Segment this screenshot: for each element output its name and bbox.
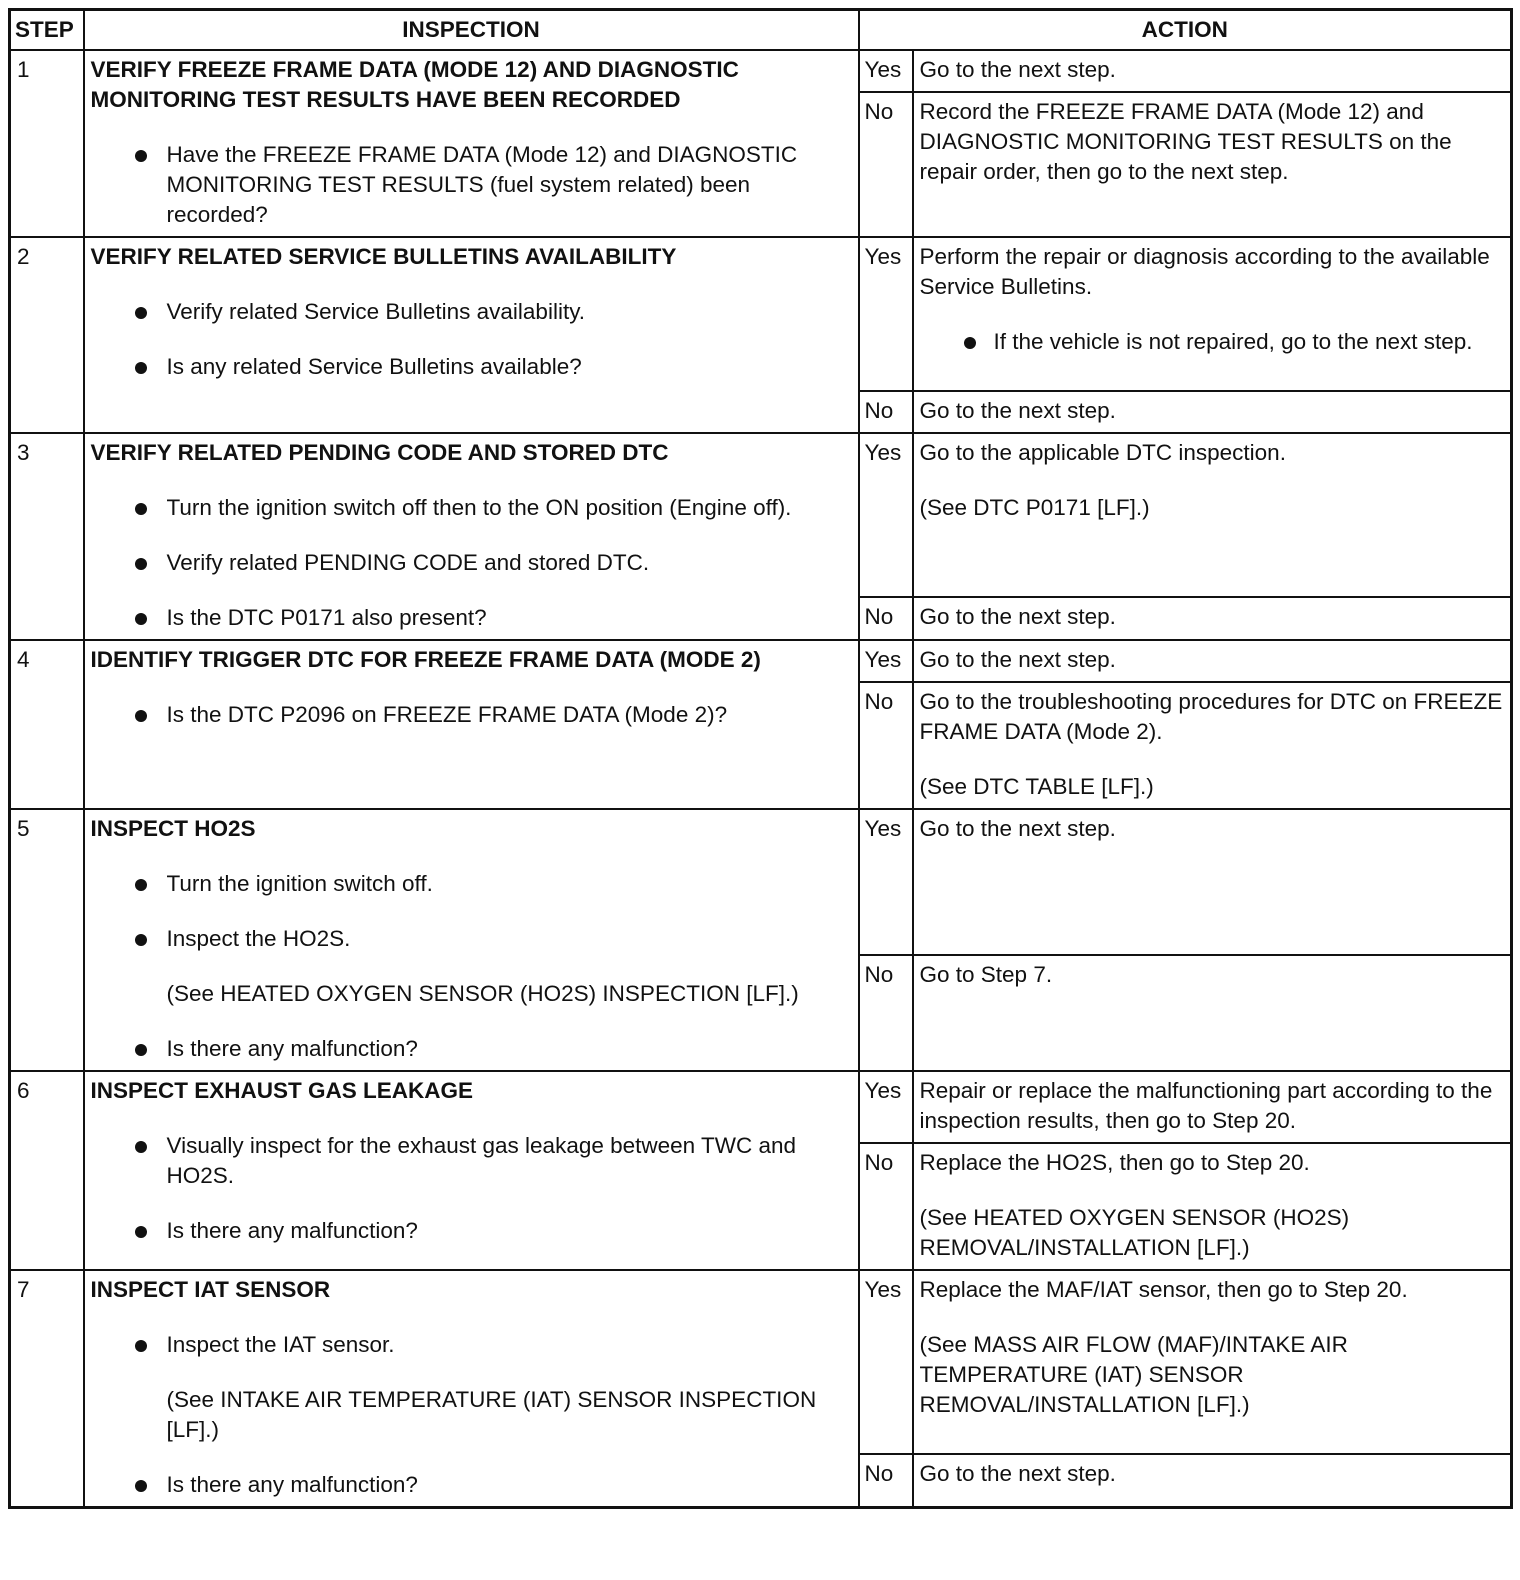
inspection-cell [84, 809, 859, 1071]
inspection-reference: (See HEATED OXYGEN SENSOR (HO2S) INSPECTION [LF].) [166, 981, 799, 1006]
no-label: No [859, 391, 913, 433]
yes-label: Yes [859, 1071, 913, 1143]
no-action [913, 1143, 1512, 1270]
bullet-item: Is the DTC P0171 also present? [91, 603, 852, 633]
step-number: 1 [10, 50, 84, 237]
yes-action [913, 1071, 1512, 1143]
step-number: 5 [10, 809, 84, 1071]
step-row-6-yes [10, 1071, 1512, 1143]
no-action [913, 391, 1512, 433]
action-bullets [920, 327, 1505, 357]
step-title: VERIFY RELATED PENDING CODE AND STORED DTC [90, 440, 669, 465]
step-number: 2 [10, 237, 84, 433]
action-text: Go to the applicable DTC inspection. [919, 440, 1286, 465]
no-action [913, 597, 1512, 640]
step-row-3-yes [10, 433, 1512, 597]
action-column-header: ACTION [859, 10, 1512, 51]
action-text: Replace the HO2S, then go to Step 20. [919, 1150, 1310, 1175]
step-title: INSPECT IAT SENSOR [90, 1277, 331, 1302]
step-number: 7 [10, 1270, 84, 1508]
action-text: Record the FREEZE FRAME DATA (Mode 12) and DIAGNOSTIC MONITORING TEST RESULTS on the repair order, then go to the next step. [919, 99, 1452, 184]
step-title: INSPECT HO2S [90, 816, 256, 841]
step-title: VERIFY FREEZE FRAME DATA (MODE 12) AND DIAGNOSTIC MONITORING TEST RESULTS HAVE BEEN RECORDED [90, 57, 739, 112]
action-text: Go to the next step. [919, 398, 1116, 423]
action-text: Repair or replace the malfunctioning part according to the inspection results, then go to Step 20. [919, 1078, 1493, 1133]
action-text: Go to the troubleshooting procedures for DTC on FREEZE FRAME DATA (Mode 2). [919, 689, 1503, 744]
no-label: No [859, 682, 913, 809]
inspection-bullets-final [91, 1034, 852, 1064]
inspection-bullets [91, 700, 852, 730]
bullet-item: Have the FREEZE FRAME DATA (Mode 12) and DIAGNOSTIC MONITORING TEST RESULTS (fuel system related) been recorded? [91, 140, 852, 230]
inspection-cell [84, 433, 859, 640]
inspection-cell [84, 237, 859, 433]
bullet-item: Visually inspect for the exhaust gas leakage between TWC and HO2S. [91, 1131, 852, 1191]
yes-action [913, 809, 1512, 955]
action-text: Go to the next step. [919, 816, 1116, 841]
diagnostic-procedure-table [8, 8, 1513, 1509]
inspection-bullets [91, 140, 852, 230]
inspection-bullets [91, 297, 852, 382]
bullet-item: If the vehicle is not repaired, go to the next step. [920, 327, 1505, 357]
action-reference: (See HEATED OXYGEN SENSOR (HO2S) REMOVAL/INSTALLATION [LF].) [919, 1205, 1350, 1260]
yes-label: Yes [859, 1270, 913, 1454]
action-reference: (See MASS AIR FLOW (MAF)/INTAKE AIR TEMPERATURE (IAT) SENSOR REMOVAL/INSTALLATION [LF].) [919, 1332, 1348, 1417]
action-text: Go to the next step. [919, 1461, 1116, 1486]
bullet-item: Is the DTC P2096 on FREEZE FRAME DATA (Mode 2)? [91, 700, 852, 730]
step-title: VERIFY RELATED SERVICE BULLETINS AVAILABILITY [90, 244, 677, 269]
step-number: 6 [10, 1071, 84, 1270]
step-row-1-yes [10, 50, 1512, 92]
yes-action [913, 237, 1512, 391]
no-label: No [859, 92, 913, 237]
inspection-bullets [91, 493, 852, 633]
inspection-bullets-final [91, 1470, 852, 1500]
yes-action [913, 50, 1512, 92]
bullet-item: Is there any malfunction? [91, 1216, 852, 1246]
step-row-7-yes [10, 1270, 1512, 1454]
step-number: 4 [10, 640, 84, 809]
bullet-item: Is any related Service Bulletins available? [91, 352, 852, 382]
action-text: Go to Step 7. [919, 962, 1053, 987]
yes-action [913, 433, 1512, 597]
no-label: No [859, 1454, 913, 1508]
yes-action [913, 1270, 1512, 1454]
yes-label: Yes [859, 433, 913, 597]
inspection-cell [84, 1270, 859, 1508]
yes-label: Yes [859, 809, 913, 955]
step-row-2-yes [10, 237, 1512, 391]
yes-label: Yes [859, 237, 913, 391]
action-reference: (See DTC P0171 [LF].) [919, 495, 1150, 520]
step-row-5-yes [10, 809, 1512, 955]
no-label: No [859, 955, 913, 1071]
yes-label: Yes [859, 640, 913, 682]
action-reference: (See DTC TABLE [LF].) [919, 774, 1154, 799]
no-action [913, 1454, 1512, 1508]
yes-action [913, 640, 1512, 682]
action-text: Go to the next step. [919, 604, 1116, 629]
yes-label: Yes [859, 50, 913, 92]
step-title: IDENTIFY TRIGGER DTC FOR FREEZE FRAME DATA (MODE 2) [90, 647, 761, 672]
inspection-bullets [91, 1330, 852, 1360]
no-action [913, 955, 1512, 1071]
step-column-header: STEP [10, 10, 84, 51]
bullet-item: Inspect the HO2S. [91, 924, 852, 954]
step-number: 3 [10, 433, 84, 640]
no-action [913, 92, 1512, 237]
inspection-bullets [91, 1131, 852, 1246]
action-text: Go to the next step. [919, 57, 1116, 82]
step-title: INSPECT EXHAUST GAS LEAKAGE [90, 1078, 474, 1103]
inspection-cell [84, 1071, 859, 1270]
inspection-cell [84, 50, 859, 237]
inspection-reference: (See INTAKE AIR TEMPERATURE (IAT) SENSOR INSPECTION [LF].) [166, 1387, 817, 1442]
no-label: No [859, 1143, 913, 1270]
bullet-item: Verify related PENDING CODE and stored DTC. [91, 548, 852, 578]
action-text: Perform the repair or diagnosis according to the available Service Bulletins. [919, 244, 1490, 299]
bullet-item: Verify related Service Bulletins availability. [91, 297, 852, 327]
no-label: No [859, 597, 913, 640]
inspection-column-header: INSPECTION [84, 10, 859, 51]
bullet-item: Is there any malfunction? [91, 1034, 852, 1064]
action-text: Replace the MAF/IAT sensor, then go to Step 20. [919, 1277, 1408, 1302]
bullet-item: Turn the ignition switch off. [91, 869, 852, 899]
no-action [913, 682, 1512, 809]
action-text: Go to the next step. [919, 647, 1116, 672]
bullet-item: Turn the ignition switch off then to the ON position (Engine off). [91, 493, 852, 523]
inspection-cell [84, 640, 859, 809]
inspection-bullets [91, 869, 852, 954]
step-row-4-yes [10, 640, 1512, 682]
header-row [10, 10, 1512, 51]
bullet-item: Inspect the IAT sensor. [91, 1330, 852, 1360]
bullet-item: Is there any malfunction? [91, 1470, 852, 1500]
